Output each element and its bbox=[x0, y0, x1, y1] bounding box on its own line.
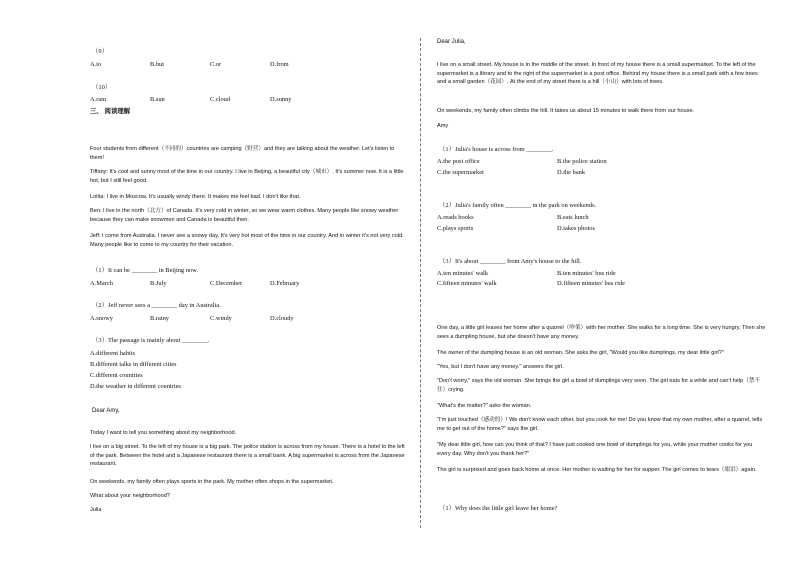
option-c: C.windy bbox=[210, 315, 232, 322]
option-d: D.takes photos bbox=[557, 225, 595, 232]
passage-paragraph: Jeff: I come from Australia. I never see a snowy day. It's very hot most of the time in our country. And in winter it's not very cold. Many people like to come to my country for their vacation. bbox=[90, 233, 404, 248]
option-c: C.the supermarket bbox=[437, 169, 484, 176]
option-d: D.cloudy bbox=[270, 315, 294, 322]
letter-paragraph: Today I want to tell you something about my neighborhood. bbox=[90, 430, 237, 436]
option-a: A.snowy bbox=[90, 315, 113, 322]
letter-signature: Julia bbox=[90, 507, 102, 513]
option-c: C.December bbox=[210, 280, 243, 287]
letter-paragraph: What about your neighborhood? bbox=[90, 493, 170, 499]
letter-paragraph: I live on a big street. To the left of my house is a big park. The police station is across from my house. There is a hotel to the left of the park. Between the hotel and a Japanese restaurant there is a small bank. A big supermarket is across from the Japanese restaurant. bbox=[90, 444, 405, 468]
question-stem: （1）Julia's house is across from ________. bbox=[439, 146, 554, 153]
option-a: A.rain bbox=[90, 96, 107, 103]
column-divider bbox=[420, 38, 421, 528]
question-9-number: （9） bbox=[92, 48, 108, 55]
option-d: D.the bank bbox=[557, 169, 586, 176]
letter-signature: Amy bbox=[437, 123, 449, 129]
story-paragraph: One day, a little girl leaves her home after a quarrel（吵架）with her mother. She walks for a long time. She is very hungry. Then she sees a dumpling house, but she doesn't have any money. bbox=[437, 325, 766, 340]
option-a: A.March bbox=[90, 280, 113, 287]
story-paragraph: The girl is surprised and goes back home at once. Her mother is waiting for her for supper. The girl comes to tears（眼泪）again. bbox=[437, 467, 757, 473]
letter-paragraph: On weekends, my family often plays sports in the park. My mother often shops in the supermarket. bbox=[90, 479, 334, 485]
option-a: A.to bbox=[90, 61, 102, 68]
option-b: B.eats lunch bbox=[557, 214, 589, 221]
option-a: A.the post office bbox=[437, 158, 480, 165]
option-c: C.different countries bbox=[90, 372, 143, 379]
passage-paragraph: Ben: I live in the north（北方）of Canada. It's very cold in winter, so we wear warm clothes. Many people like snowy weather because they can make snowmen and Canada is beautiful then. bbox=[90, 208, 399, 223]
story-paragraph: "My dear little girl, how can you think of that? I have just cooked one bowl of dumplings for you, while your mother cooks for you every day. Why don't you thank her?" bbox=[437, 442, 753, 457]
option-b: B.different talks in different cities bbox=[90, 361, 177, 368]
option-b: B.ten minutes' bus ride bbox=[557, 270, 616, 277]
question-stem: （1）Why does the little girl leave her home? bbox=[439, 505, 558, 512]
letter-greeting: Dear Julia, bbox=[437, 39, 466, 45]
story-paragraph: "Yes, but I don't have any money." answers the girl. bbox=[437, 364, 564, 370]
question-stem: （2）Julia's family often ________ in the park on weekends. bbox=[439, 202, 597, 209]
option-c: C.plays sports bbox=[437, 225, 474, 232]
option-a: A.reads books bbox=[437, 214, 474, 221]
letter-paragraph: On weekends, my family often climbs the hill. It takes us about 15 minutes to walk there from our house. bbox=[437, 108, 695, 114]
option-a: A.ten minutes' walk bbox=[437, 270, 489, 277]
option-d: D.from bbox=[270, 61, 289, 68]
option-d: D.February bbox=[270, 280, 300, 287]
letter-greeting: Dear Amy, bbox=[92, 408, 120, 414]
option-d: D.sunny bbox=[270, 96, 292, 103]
letter-paragraph: I live on a small street. My house is in the middle of the street. In front of my house there is a small supermarket. To the left of the supermarket is a library and to the right of the supermarket is a post office. Behind my house there is a small park with a few trees and a small garden（花园）. At the end of my street there is a hill（小山）with lots of trees. bbox=[437, 62, 758, 86]
story-paragraph: "I'm just touched（感动的）! We don't know each other, but you cook for me! Do you know that my own mother, after a quarrel, tells me to get out of the home?" says the girl. bbox=[437, 417, 763, 432]
passage-paragraph: Lolita: I live in Moscow. It's usually windy there. It makes me feel bad. I don't like that. bbox=[90, 194, 301, 200]
option-c: C.or bbox=[210, 61, 222, 68]
question-stem: （3）It's about ________ from Amy's house to the hill. bbox=[439, 258, 582, 265]
option-b: B.the police station bbox=[557, 158, 607, 165]
option-b: B.but bbox=[150, 61, 165, 68]
option-d: D.fifteen minutes' bus ride bbox=[557, 280, 625, 287]
option-b: B.rainy bbox=[150, 315, 169, 322]
story-paragraph: "What's the matter?" asks the woman. bbox=[437, 403, 532, 409]
question-stem: （2）Jeff never sees a ________ day in Australia. bbox=[92, 302, 221, 309]
question-10-number: （10） bbox=[92, 84, 112, 91]
question-stem: （1）It can be ________ in Beijing now. bbox=[92, 267, 198, 274]
option-b: B.July bbox=[150, 280, 167, 287]
question-stem: （3）The passage is mainly about ________. bbox=[92, 337, 210, 344]
story-paragraph: "Don't worry," says the old woman. She brings the girl a bowl of dumplings very soon. The girl eats for a while and can't help（禁不住）crying. bbox=[437, 378, 761, 393]
option-c: C.fifteen minutes' walk bbox=[437, 280, 497, 287]
passage-paragraph: Four students from different（不同的）countries are camping（野营）and they are talking about the weather. Let's listen to them! bbox=[90, 146, 395, 161]
option-d: D.the weather in different countries bbox=[90, 383, 181, 390]
option-c: C.cloud bbox=[210, 96, 231, 103]
passage-paragraph: Tiffany: It's cool and sunny most of the time in our country. I live in Beijing, a beautiful city（城市）. It's summer now. It is a little hot, but I still feel good. bbox=[90, 169, 404, 184]
option-b: B.sun bbox=[150, 96, 165, 103]
story-paragraph: The owner of the dumpling house is an old woman. She asks the girl, "Would you like dumplings, my dear little girl?" bbox=[437, 350, 724, 356]
option-a: A.different habits bbox=[90, 350, 135, 357]
section-heading: 三、 阅读理解 bbox=[90, 108, 131, 115]
